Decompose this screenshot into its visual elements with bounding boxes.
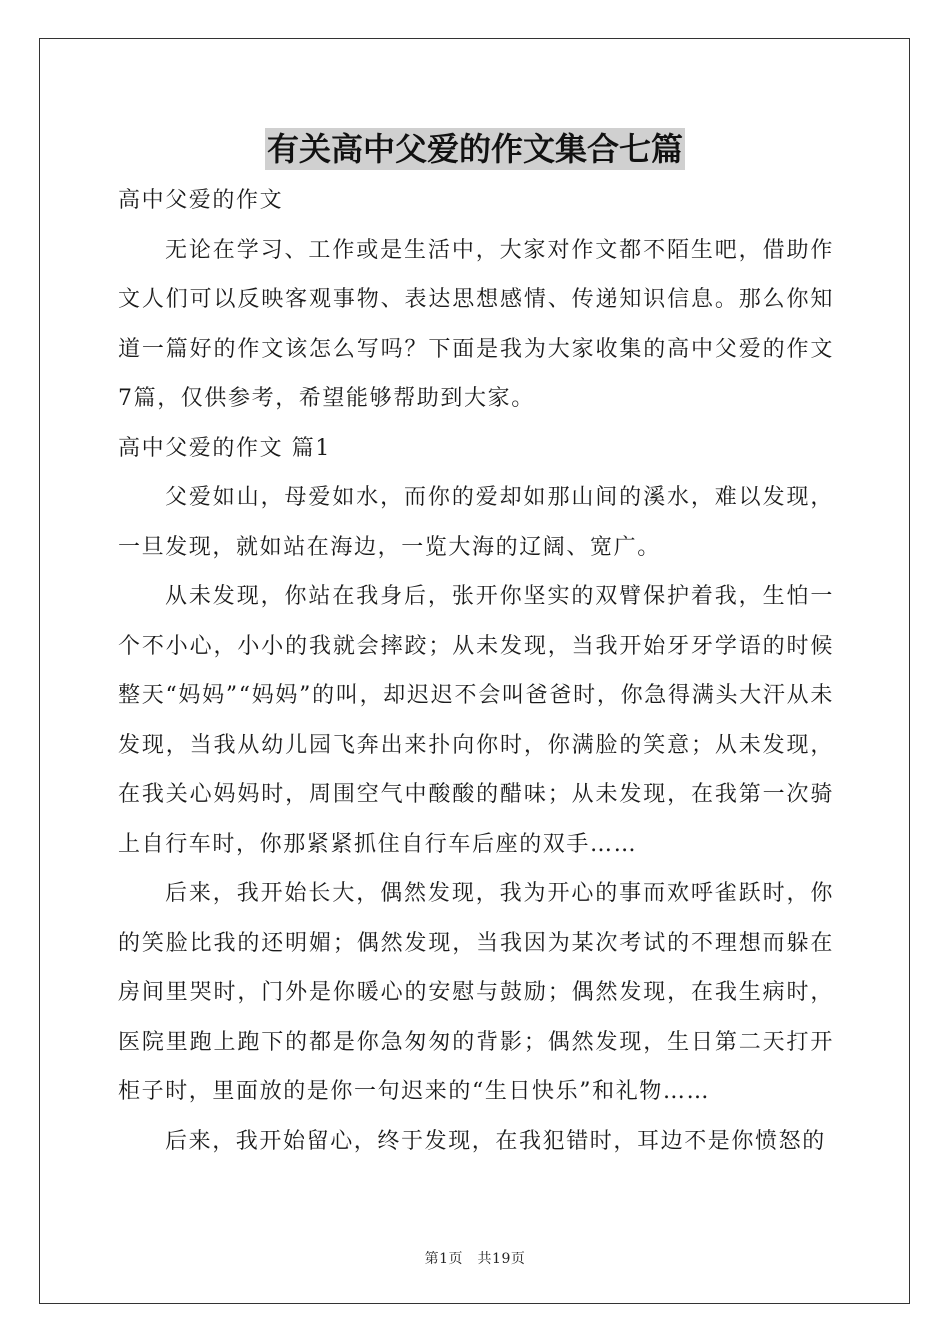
section-heading: 高中父爱的作文 — [118, 188, 284, 213]
document-body — [118, 176, 834, 1166]
title-container — [0, 128, 950, 170]
paragraph: 无论在学习、工作或是生活中，大家对作文都不陌生吧，借助作文人们可以反映客观事物、表达思想感情、传递知识信息。那么你知道一篇好的作文该怎么写吗？下面是我为大家收集的高中父爱的作文7篇，仅供参考，希望能够帮助到大家。 — [118, 237, 834, 411]
paragraph: 从未发现，你站在我身后，张开你坚实的双臂保护着我，生怕一个不小心，小小的我就会摔跤；从未发现，当我开始牙牙学语的时候整天“妈妈”“妈妈”的叫，却迟迟不会叫爸爸时，你急得满头大汗从未发现，当我从幼儿园飞奔出来扑向你时，你满脸的笑意；从未发现，在我关心妈妈时，周围空气中酸酸的醋味；从未发现，在我第一次骑上自行车时，你那紧紧抓住自行车后座的双手…… — [118, 584, 834, 857]
document-title: 有关高中父爱的作文集合七篇 — [266, 130, 683, 168]
section-heading: 高中父爱的作文 篇1 — [118, 435, 331, 461]
paragraph: 父爱如山，母爱如水，而你的爱却如那山间的溪水，难以发现，一旦发现，就如站在海边，一览大海的辽阔、宽广。 — [118, 485, 834, 560]
page-footer: 第1页 共19页 — [424, 1251, 526, 1267]
paragraph: 后来，我开始留心，终于发现，在我犯错时，耳边不是你愤怒的 — [165, 1128, 826, 1154]
paragraph: 后来，我开始长大，偶然发现，我为开心的事而欢呼雀跃时，你的笑脸比我的还明媚；偶然发现，当我因为某次考试的不理想而躲在房间里哭时，门外是你暖心的安慰与鼓励；偶然发现，在我生病时，医院里跑上跑下的都是你急匆匆的背影；偶然发现，生日第二天打开柜子时，里面放的是你一句迟来的“生日快乐”和礼物…… — [118, 881, 834, 1104]
